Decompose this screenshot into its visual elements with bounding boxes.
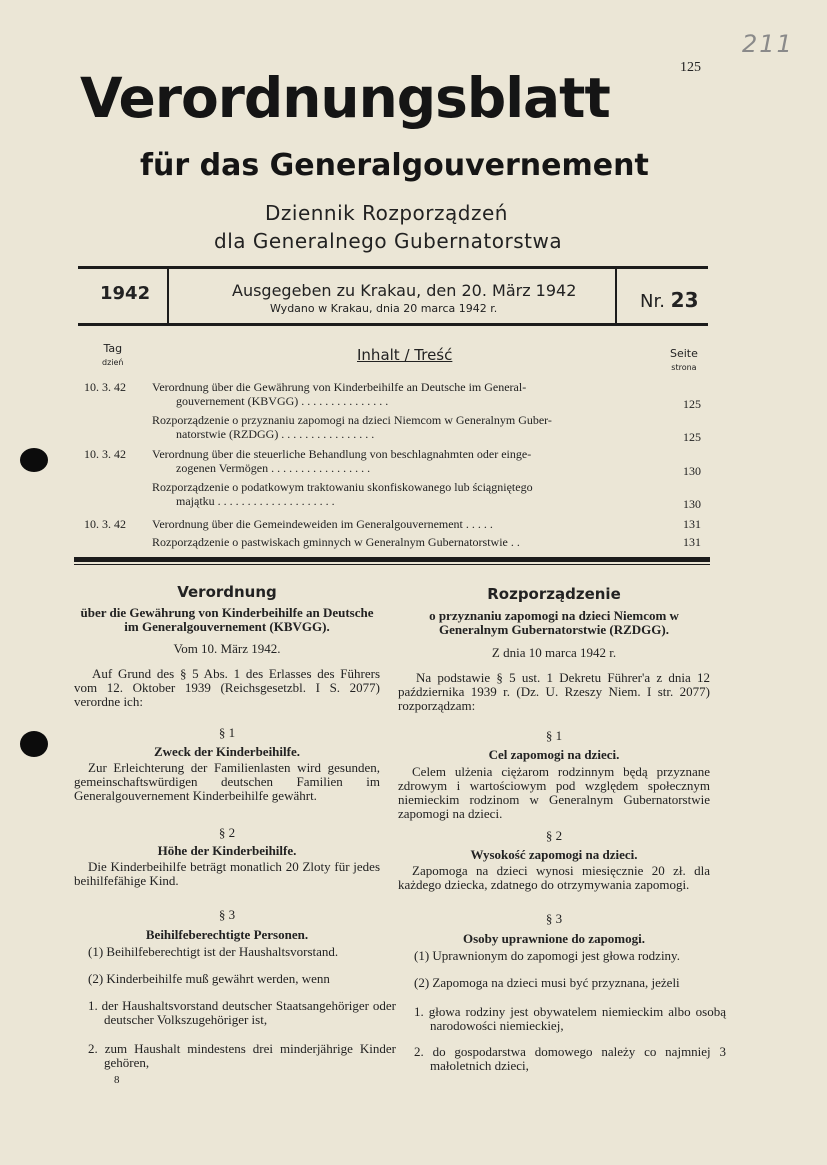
toc-entry-line: gouvernement (KBVGG) . . . . . . . . . . . . . . . — [176, 394, 389, 408]
masthead-title: Verordnungsblatt — [80, 66, 610, 130]
issue-number-label: Nr. — [640, 291, 665, 312]
polish-section-2-text: Zapomoga na dzieci wynosi miesięcznie 20 zł. dla każdego dziecka, zdatnego do otrzymywania zapomogi. — [398, 863, 710, 892]
toc-entry-german — [152, 380, 662, 408]
german-signature-mark: 8 — [114, 1074, 120, 1086]
toc-page-label: Seite — [670, 347, 698, 360]
toc-entry-date: 10. 3. 42 — [84, 517, 126, 531]
german-para-1: (1) Beihilfeberechtigt ist der Haushaltsvorstand. — [88, 944, 339, 959]
toc-entry-polish — [152, 413, 662, 441]
german-section-1-text: Zur Erleichterung der Familienlasten wird gesunden, gemeinschaftswürdigen deutschen Familien im Generalgouvernement Kinderbeihilfe gewährt. — [74, 760, 380, 803]
polish-heading: Rozporządzenie — [487, 585, 621, 603]
german-section-2: § 2 — [218, 825, 236, 840]
german-item-1: 1. der Haushaltsvorstand deutscher Staatsangehöriger oder deutscher Volkszugehöriger ist, — [88, 998, 396, 1027]
section-separator — [74, 557, 710, 562]
german-para-2: (2) Kinderbeihilfe muß gewährt werden, wenn — [88, 971, 330, 986]
german-section-2-title: Höhe der Kinderbeihilfe. — [157, 843, 297, 858]
toc-entry-line: Rozporządzenie o przyznaniu zapomogi na dzieci Niemcom w Generalnym Guber- — [152, 413, 552, 427]
polish-section-3: § 3 — [545, 911, 563, 926]
german-section-2-text: Die Kinderbeihilfe beträgt monatlich 20 Zloty für jedes beihilfefähige Kind. — [74, 859, 380, 888]
german-preamble: Auf Grund des § 5 Abs. 1 des Erlasses des Führers vom 12. Oktober 1939 (Reichsgesetzbl. I S. 2077) verordne ich: — [74, 666, 380, 709]
toc-day-label: Tag — [103, 342, 123, 355]
german-heading: Verordnung — [177, 583, 277, 601]
toc-entry-line: Verordnung über die Gewährung von Kinderbeihilfe an Deutsche im General- — [152, 380, 527, 394]
toc-entry-line: Verordnung über die steuerliche Behandlung von beschlagnahmten oder einge- — [152, 447, 532, 461]
issue-box-divider-left — [167, 268, 169, 324]
issue-box-bottom-rule — [78, 323, 708, 326]
issue-box-top-rule — [78, 266, 708, 269]
masthead-subtitle: für das Generalgouvernement — [140, 148, 649, 183]
toc-day-header — [102, 342, 124, 369]
polish-section-1-text: Celem ulżenia ciężarom rodzinnym będą przyznane zdrowym i wartościowym pod względem społecznym niemieckim rodzinom w Generalnym Gubernatorstwie zapomogi na dzieci. — [398, 764, 710, 821]
toc-entry-line: Rozporządzenie o podatkowym traktowaniu skonfiskowanego lub ściągniętego — [152, 480, 533, 494]
toc-entry-date: 10. 3. 42 — [84, 447, 126, 461]
toc-entry-line: zogenen Vermögen . . . . . . . . . . . . . . . . . — [176, 461, 371, 475]
masthead-polish-line2: dla Generalnego Gubernatorstwa — [214, 229, 563, 253]
section-separator-thin — [74, 564, 710, 565]
toc-title: Inhalt / Treść — [357, 346, 453, 364]
german-subheading: über die Gewährung von Kinderbeihilfe an Deutsche im Generalgouvernement (KBVGG). — [80, 605, 374, 634]
toc-page-label-pl: strona — [671, 363, 697, 372]
issue-number — [640, 288, 699, 312]
toc-page-header — [670, 347, 698, 374]
german-item-2: 2. zum Haushalt mindestens drei minderjährige Kinder gehören, — [88, 1041, 396, 1070]
handwritten-note: 211 — [742, 30, 794, 58]
polish-date: Z dnia 10 marca 1942 r. — [491, 645, 617, 660]
toc-entry-page: 125 — [683, 397, 701, 411]
toc-entry-page: 125 — [683, 430, 701, 444]
toc-entry-line: natorstwie (RZDGG) . . . . . . . . . . . . . . . . — [176, 427, 375, 441]
masthead-polish-line1: Dziennik Rozporządzeń — [265, 201, 508, 225]
polish-section-1-title: Cel zapomogi na dzieci. — [488, 747, 620, 762]
polish-para-1: (1) Uprawnionym do zapomogi jest głowa rodziny. — [414, 948, 680, 963]
toc-entry-page: 130 — [683, 497, 701, 511]
german-date: Vom 10. März 1942. — [173, 641, 281, 656]
polish-subheading: o przyznaniu zapomogi na dzieci Niemcom w Generalnym Gubernatorstwie (RZDGG). — [429, 608, 679, 637]
polish-para-2: (2) Zapomoga na dzieci musi być przyznana, jeżeli — [414, 975, 680, 990]
german-section-3: § 3 — [218, 907, 236, 922]
toc-entry-page: 131 — [683, 517, 701, 531]
polish-section-2: § 2 — [545, 828, 563, 843]
issued-date-german: Ausgegeben zu Krakau, den 20. März 1942 — [232, 281, 577, 300]
german-section-3-title: Beihilfeberechtigte Personen. — [145, 927, 309, 942]
toc-entry-date: 10. 3. 42 — [84, 380, 126, 394]
punch-hole — [20, 731, 48, 757]
punch-hole — [20, 448, 48, 472]
toc-entry-polish — [152, 480, 662, 508]
german-section-1-title: Zweck der Kinderbeihilfe. — [153, 744, 300, 759]
polish-section-1: § 1 — [545, 728, 563, 743]
issued-date-polish: Wydano w Krakau, dnia 20 marca 1942 r. — [270, 302, 498, 315]
polish-preamble: Na podstawie § 5 ust. 1 Dekretu Führer'a z dnia 12 października 1939 r. (Dz. U. Rzeszy Niem. I str. 2077) rozporządzam: — [398, 670, 710, 713]
page-number: 125 — [680, 60, 701, 75]
polish-section-3-title: Osoby uprawnione do zapomogi. — [462, 931, 646, 946]
toc-entry-german — [152, 447, 662, 475]
polish-item-2: 2. do gospodarstwa domowego należy co najmniej 3 małoletnich dzieci, — [414, 1044, 726, 1073]
german-section-1: § 1 — [218, 725, 236, 740]
polish-item-1: 1. głowa rodziny jest obywatelem niemieckim albo osobą narodowości niemieckiej, — [414, 1004, 726, 1033]
toc-entry-german: Verordnung über die Gemeindeweiden im Generalgouvernement . . . . . — [152, 517, 493, 531]
polish-section-2-title: Wysokość zapomogi na dzieci. — [470, 847, 638, 862]
issue-number-value: 23 — [670, 288, 699, 312]
issue-box-divider-right — [615, 268, 617, 324]
toc-entry-page: 131 — [683, 535, 701, 549]
toc-entry-page: 130 — [683, 464, 701, 478]
issue-year: 1942 — [100, 283, 151, 304]
toc-entry-polish: Rozporządzenie o pastwiskach gminnych w Generalnym Gubernatorstwie . . — [152, 535, 520, 549]
toc-entry-line: majątku . . . . . . . . . . . . . . . . . . . . — [176, 494, 335, 508]
toc-day-label-pl: dzień — [102, 358, 124, 367]
